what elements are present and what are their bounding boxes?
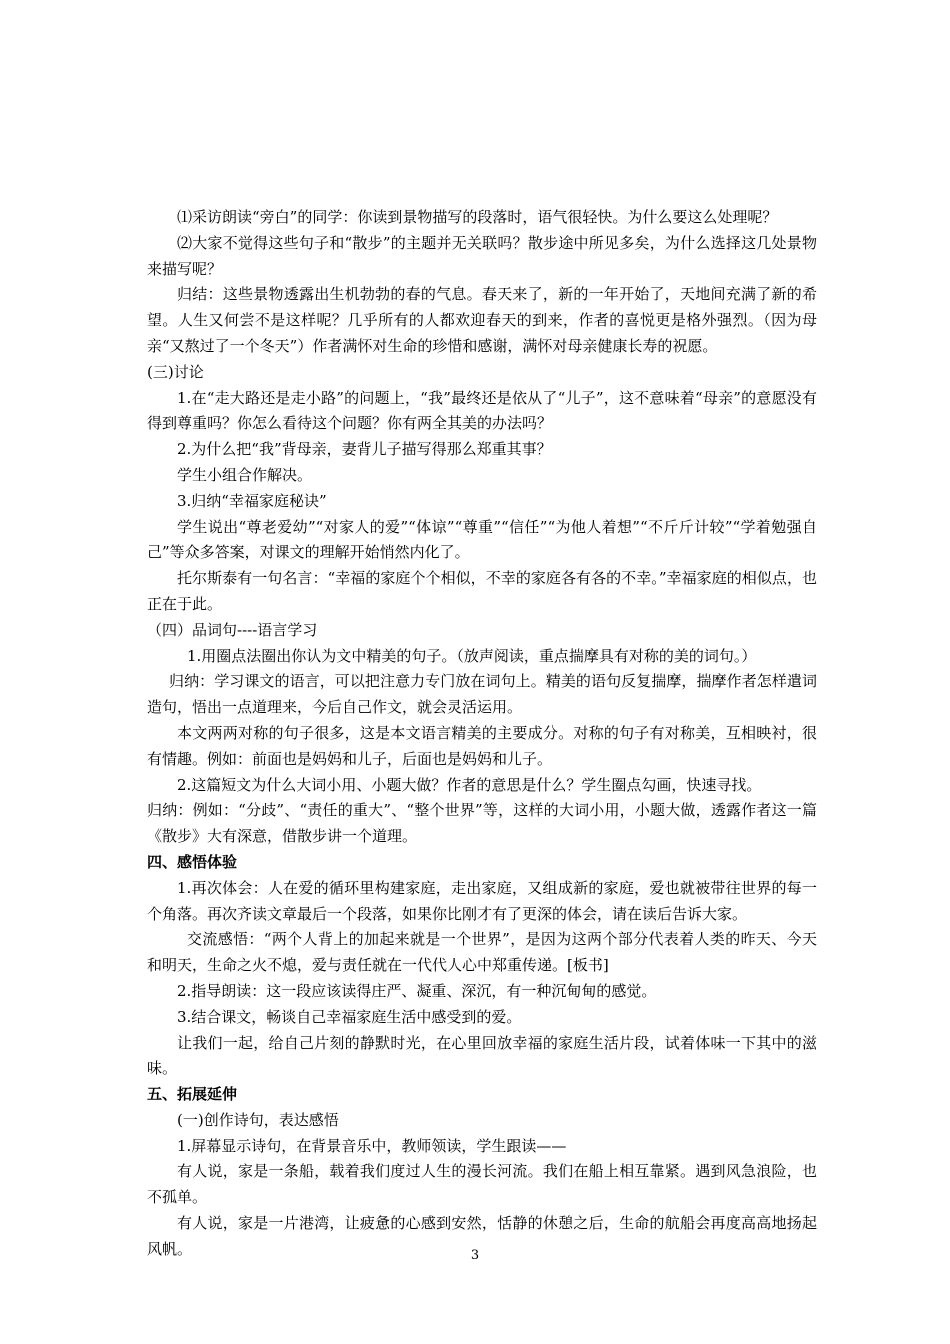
student-answers-paragraph: 学生说出“尊老爱幼”“对家人的爱”“体谅”“尊重”“信任”“为他人着想”“不斤斤计较”“学着勉强自己”等众多答案，对课文的理解开始悄然内化了。: [147, 517, 817, 562]
group-work-note: 学生小组合作解决。: [177, 465, 313, 484]
experience-item-1: 1.再次体会：人在爱的循环里构建家庭，走出家庭，又组成新的家庭，爱也就被带往世界的每一个角落。再次齐读文章最后一个段落，如果你比刚才有了更深的体会，请在读后告诉大家。: [147, 878, 817, 923]
document-body: [147, 205, 817, 1263]
extension-subheading: (一)创作诗句，表达感悟: [177, 1110, 339, 1129]
symmetry-paragraph: 本文两两对称的句子很多，这是本文语言精美的主要成分。对称的句子有对称美，互相映衬，很有情趣。例如：前面也是妈妈和儿子，后面也是妈妈和儿子。: [147, 723, 817, 768]
experience-item-2: 2.指导朗读：这一段应该读得庄严、凝重、深沉，有一种沉甸甸的感觉。: [177, 981, 657, 1000]
language-summary-2: 归纳：例如：“分歧”、“责任的重大”、“整个世界”等，这样的大词小用，小题大做，透露作者这一篇《散步》大有深意，借散步讲一个道理。: [147, 801, 817, 846]
section-heading-discussion: (三)讨论: [147, 362, 204, 381]
section-heading-extension: 五、拓展延伸: [147, 1085, 238, 1104]
summary-paragraph: 归结：这些景物透露出生机勃勃的春的气息。春天来了，新的一年开始了，天地间充满了新的希望。人生又何尝不是这样呢？几乎所有的人都欢迎春天的到来，作者的喜悦更是格外强烈。（因为母亲“又熬过了一个冬天”）作者满怀对生命的珍惜和感谢，满怀对母亲健康长寿的祝愿。: [147, 285, 817, 355]
discussion-item-1: 1.在“走大路还是走小路”的问题上，“我”最终还是依从了“儿子”，这不意味着“母亲”的意愿没有得到尊重吗？你怎么看待这个问题？你有两全其美的办法吗？: [147, 388, 817, 433]
extension-item-1: 1.屏幕显示诗句，在背景音乐中，教师领读，学生跟读——: [177, 1136, 567, 1155]
section-heading-language: （四）品词句----语言学习: [147, 620, 318, 639]
poem-line-boat: 有人说，家是一条船，载着我们度过人生的漫长河流。我们在船上相互靠紧。遇到风急浪险，也不孤单。: [147, 1162, 817, 1207]
language-item-2: 2.这篇短文为什么大词小用、小题大做？作者的意思是什么？学生圈点勾画，快速寻找。: [177, 775, 762, 794]
reflection-paragraph: 让我们一起，给自己片刻的静默时光，在心里回放幸福的家庭生活片段，试着体味一下其中的滋味。: [147, 1033, 817, 1078]
discussion-item-3: 3.归纳“幸福家庭秘诀”: [177, 491, 327, 510]
interview-question-1: ⑴采访朗读“旁白”的同学：你读到景物描写的段落时，语气很轻快。为什么要这么处理呢？: [177, 208, 778, 226]
section-heading-experience: 四、感悟体验: [147, 852, 238, 871]
experience-item-3: 3.结合课文，畅谈自己幸福家庭生活中感受到的爱。: [177, 1007, 522, 1026]
page-number: 3: [470, 1248, 480, 1263]
interview-question-2: ⑵大家不觉得这些句子和“散步”的主题并无关联吗？散步途中所见多矣，为什么选择这几处景物来描写呢？: [147, 233, 817, 278]
exchange-paragraph: 交流感悟：“两个人背上的加起来就是一个世界”，是因为这两个部分代表着人类的昨天、今天和明天，生命之火不熄，爱与责任就在一代代人心中郑重传递。[板书]: [147, 930, 817, 975]
poem-line-harbor: 有人说，家是一片港湾，让疲惫的心感到安然，恬静的休憩之后，生命的航船会再度高高地扬起风帆。: [147, 1214, 817, 1258]
language-summary: 归纳：学习课文的语言，可以把注意力专门放在词句上。精美的语句反复揣摩，揣摩作者怎样遣词造句，悟出一点道理来，今后自己作文，就会灵活运用。: [147, 672, 817, 717]
discussion-item-2: 2.为什么把“我”背母亲，妻背儿子描写得那么郑重其事？: [177, 440, 552, 459]
tolstoy-quote-paragraph: 托尔斯泰有一句名言：“幸福的家庭个个相似，不幸的家庭各有各的不幸。”幸福家庭的相似点，也正在于此。: [147, 569, 817, 613]
language-item-1: 1.用圈点法圈出你认为文中精美的句子。（放声阅读，重点揣摩具有对称的美的词句。）: [187, 646, 757, 665]
